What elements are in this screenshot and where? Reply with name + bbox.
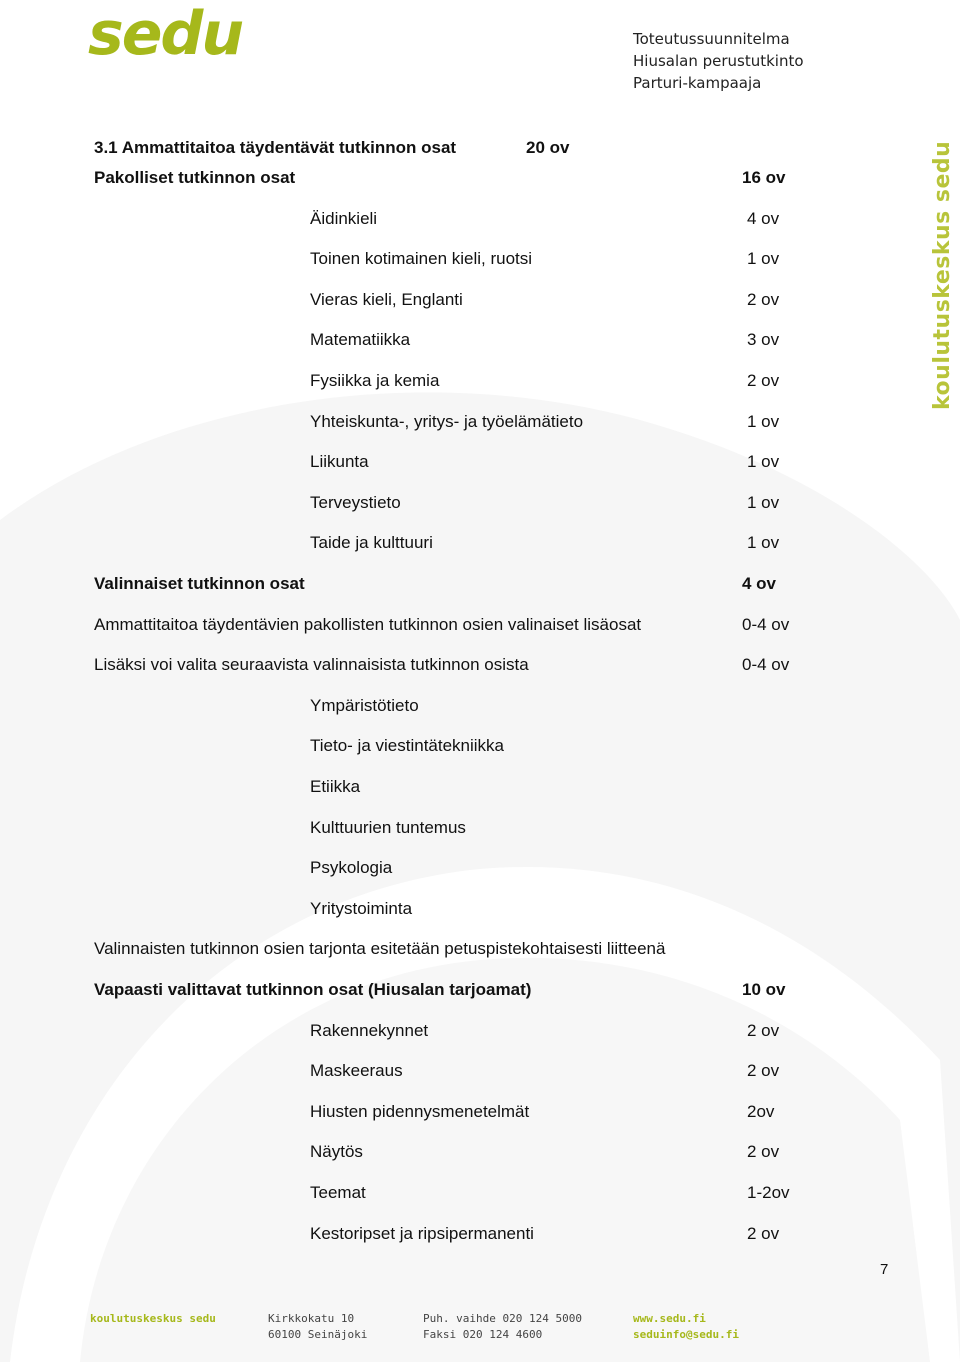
row-credits: 2 ov [747,1061,780,1080]
footer-web-link[interactable]: www.sedu.fi [633,1312,706,1325]
row-label: Liikunta [310,452,369,471]
footer-phone-line-2: Faksi 020 124 4600 [423,1328,543,1341]
row-credits: 1 ov [747,533,780,552]
row-credits: 0-4 ov [742,615,790,634]
row-label: Taide ja kulttuuri [310,533,433,552]
footer-phone [423,1311,582,1343]
row-credits: 2 ov [747,1224,780,1243]
row-credits: 1 ov [747,412,780,431]
row-credits: 3 ov [747,330,780,349]
footer-brand: koulutuskeskus sedu [90,1312,216,1325]
row-credits: 2 ov [747,1142,780,1161]
row-credits: 1 ov [747,452,780,471]
row-credits: 0-4 ov [742,655,790,674]
row-label: Etiikka [310,777,361,796]
row-label: Näytös [310,1142,363,1161]
row-credits: 10 ov [742,980,786,999]
row-label: Maskeeraus [310,1061,403,1080]
header-line-2: Hiusalan perustutkinto [633,52,804,70]
header-line-1: Toteutussuunnitelma [633,30,790,48]
page-number: 7 [880,1261,889,1278]
row-credits: 2 ov [747,1021,780,1040]
row-label: Valinnaisten tutkinnon osien tarjonta esitetään petuspistekohtaisesti liitteenä [94,939,666,958]
row-credits: 1-2ov [747,1183,790,1202]
row-label: Vieras kieli, Englanti [310,290,463,309]
row-credits: 2 ov [747,371,780,390]
footer-address-line-2: 60100 Seinäjoki [268,1328,368,1341]
header-line-3: Parturi-kampaaja [633,74,762,92]
row-label: Psykologia [310,858,393,877]
row-credits: 16 ov [742,168,786,187]
row-label: Äidinkieli [310,209,378,228]
row-label: Kestoripset ja ripsipermanenti [310,1224,534,1243]
footer-address-line-1: Kirkkokatu 10 [268,1312,355,1325]
document-header [633,28,804,94]
row-label: Tieto- ja viestintätekniikka [310,736,505,755]
row-credits: 4 ov [742,574,777,593]
row-credits: 1 ov [747,249,780,268]
row-label: Rakennekynnet [310,1021,429,1040]
footer-phone-line-1: Puh. vaihde 020 124 5000 [423,1312,582,1325]
row-credits: 2ov [747,1102,775,1121]
row-label: Terveystieto [310,493,401,512]
footer-web [633,1311,739,1343]
sedu-logo [88,0,243,69]
row-credits: 4 ov [747,209,780,228]
row-label: Fysiikka ja kemia [310,371,440,390]
row-credits: 2 ov [747,290,780,309]
logo-text: sedu [88,0,243,69]
row-label: Teemat [310,1183,366,1202]
footer-address [268,1311,367,1343]
row-credits: 1 ov [747,493,780,512]
row-label: Yhteiskunta-, yritys- ja työelämätieto [310,412,584,431]
row-label: Valinnaiset tutkinnon osat [94,574,305,593]
row-label: Ympäristötieto [310,696,419,715]
row-label: Matematiikka [310,330,411,349]
row-label: Pakolliset tutkinnon osat [94,168,296,187]
row-label: Vapaasti valittavat tutkinnon osat (Hiusalan tarjoamat) [94,980,532,999]
side-brand-text: koulutuskeskus sedu [930,140,955,410]
section-credits: 20 ov [526,138,570,157]
row-label: Ammattitaitoa täydentävien pakollisten tutkinnon osien valinaiset lisäosat [94,615,642,634]
footer-email-link[interactable]: seduinfo@sedu.fi [633,1328,739,1341]
section-title: 3.1 Ammattitaitoa täydentävät tutkinnon osat [94,138,457,157]
row-label: Hiusten pidennysmenetelmät [310,1102,530,1121]
row-label: Lisäksi voi valita seuraavista valinnaisista tutkinnon osista [94,655,529,674]
row-label: Kulttuurien tuntemus [310,818,466,837]
row-label: Yritystoiminta [310,899,413,918]
row-label: Toinen kotimainen kieli, ruotsi [310,249,533,268]
